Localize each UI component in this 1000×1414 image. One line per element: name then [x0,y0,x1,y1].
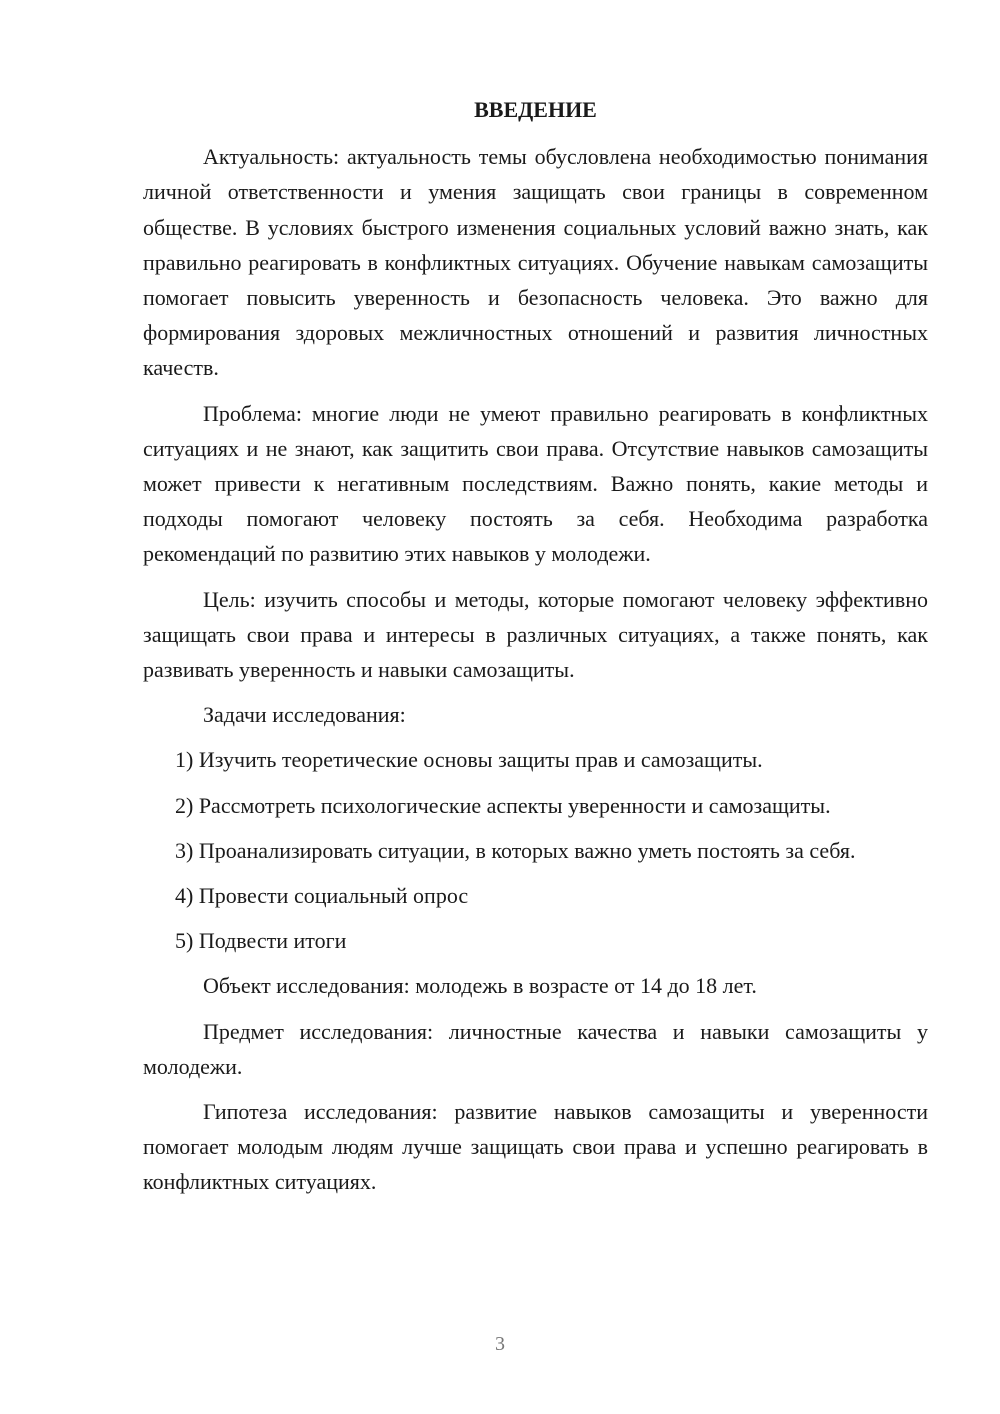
task-item-1: 1) Изучить теоретические основы защиты прав и самозащиты. [175,747,763,773]
document-page [143,92,928,1210]
paragraph-problem: Проблема: многие люди не умеют правильно реагировать в конфликтных ситуациях и не знают, как защитить свои права. Отсутствие навыков самозащиты может привести к негативным последствиям. Важно понять, какие методы и подходы помогают человеку постоять за себя. Необходима разработка рекомендаций по развитию этих навыков у молодежи. [143,400,928,567]
task-item-3: 3) Проанализировать ситуации, в которых важно уметь постоять за себя. [175,837,856,863]
page-title: ВВЕДЕНИЕ [474,97,597,122]
task-item-2: 2) Рассмотреть психологические аспекты уверенности и самозащиты. [175,792,831,818]
paragraph-goal: Цель: изучить способы и методы, которые помогают человеку эффективно защищать свои права и интересы в различных ситуациях, а также понять, как развивать уверенность и навыки самозащиты. [143,586,928,683]
paragraph-subject: Предмет исследования: личностные качества и навыки самозащиты у молодежи. [143,1018,928,1079]
task-item-4: 4) Провести социальный опрос [175,883,469,909]
paragraph-relevance: Актуальность: актуальность темы обусловлена необходимостью понимания личной ответственности и умения защищать свои границы в современном обществе. В условиях быстрого изменения социальных условий важно знать, как правильно реагировать в конфликтных ситуациях. Обучение навыкам самозащиты помогает повысить уверенность и безопасность человека. Это важно для формирования здоровых межличностных отношений и развития личностных качеств. [143,144,928,381]
task-item-5: 5) Подвести итоги [175,928,347,954]
paragraph-hypothesis: Гипотеза исследования: развитие навыков самозащиты и уверенности помогает молодым людям лучше защищать свои права и успешно реагировать в конфликтных ситуациях. [143,1099,928,1195]
tasks-heading: Задачи исследования: [203,702,406,728]
page-number: 3 [495,1333,505,1355]
paragraph-object: Объект исследования: молодежь в возрасте от 14 до 18 лет. [203,973,757,999]
